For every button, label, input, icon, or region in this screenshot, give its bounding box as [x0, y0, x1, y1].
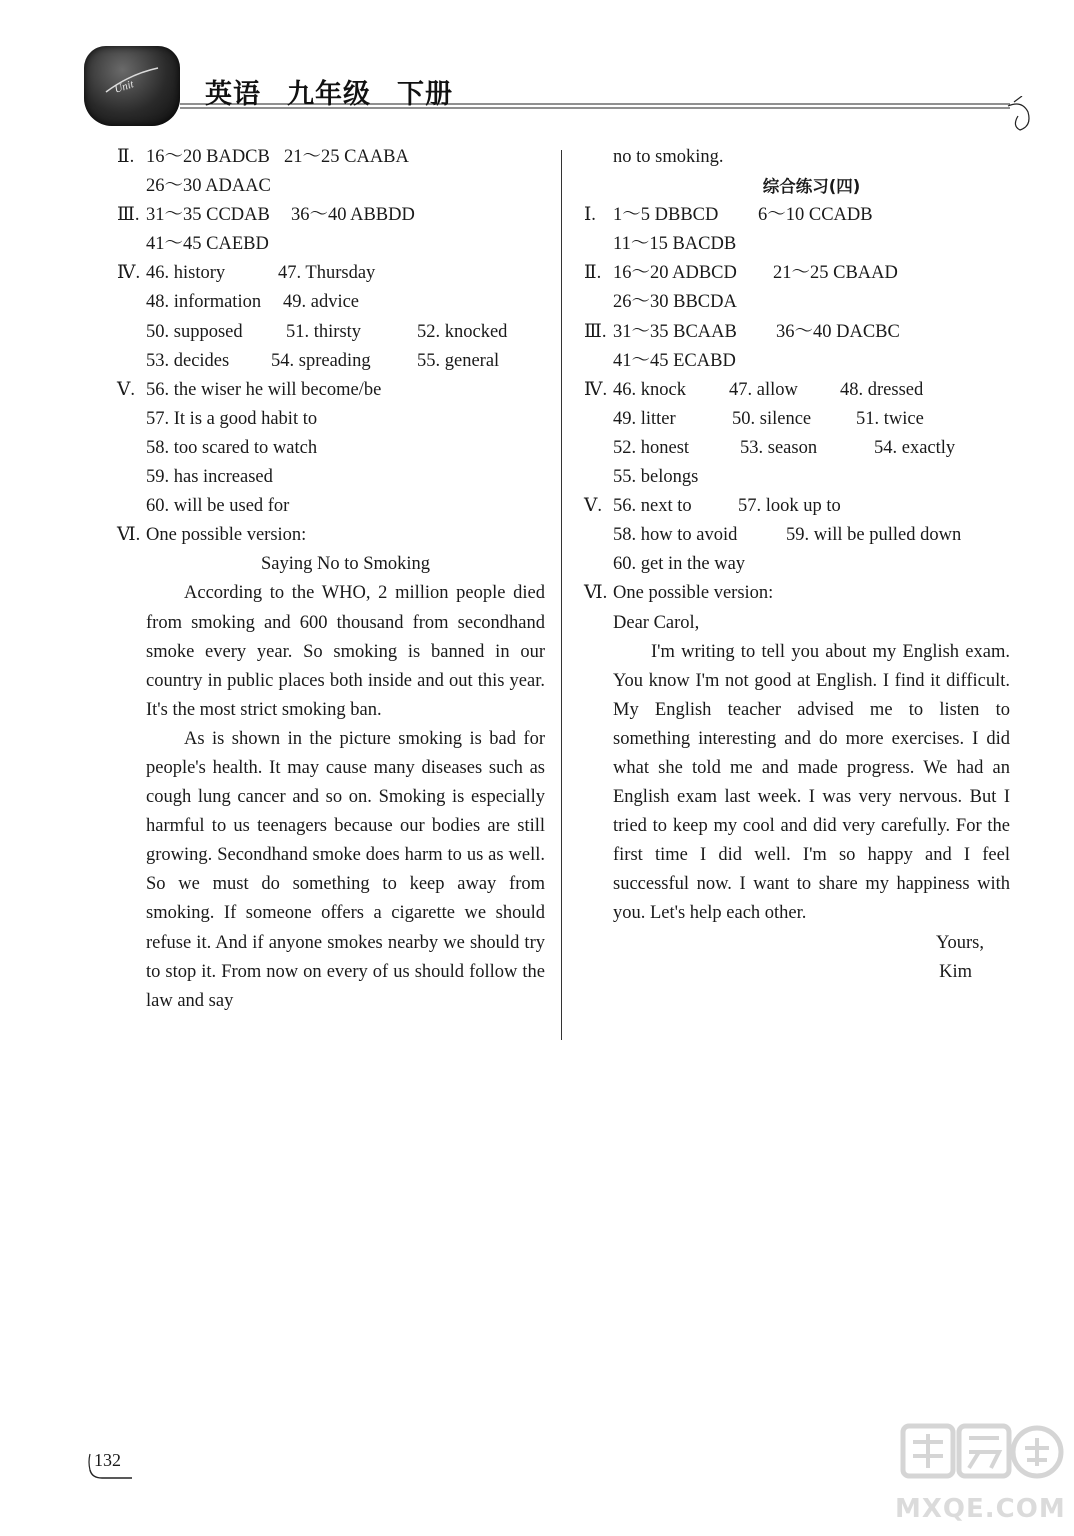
- letter-signature: Kim: [939, 961, 972, 982]
- page-number: [88, 1448, 136, 1478]
- column-divider: [561, 150, 562, 1040]
- page-header: [0, 0, 1074, 140]
- answer-line: 55. belongs: [613, 467, 699, 488]
- answer-line: Ⅳ. 46. knock 47. allow 48. dressed: [584, 379, 924, 400]
- answer-line: Ⅵ. One possible version:: [117, 525, 307, 546]
- answer-line: Ⅴ. 56. the wiser he will become/be: [117, 379, 382, 400]
- logo-text: Unit: [112, 78, 136, 96]
- answer-line: 11～15 BACDB: [613, 234, 737, 255]
- answer-line: 41～45 ECABD: [613, 350, 736, 371]
- answer-line: 49. litter 50. silence 51. twice: [613, 408, 924, 429]
- unit-logo: [84, 46, 180, 126]
- answer-line: 53. decides 54. spreading 55. general: [146, 350, 500, 371]
- essay-body: [117, 579, 545, 1015]
- essay-paragraph-2: As is shown in the picture smoking is bad for people's health. It may cause many diseases such as cough lung cancer and so on. Smoking is especially harmful to us teenagers because our bodies are still growing. Secondhand smoke does harm to us as well. So we must do something to keep away from smoking. If someone offers a cigarette we should refuse it. And if anyone smokes nearby we should try to stop it. From now on every of us should follow the law and say: [146, 728, 545, 1011]
- answer-line: 41～45 CAEBD: [146, 234, 269, 255]
- essay-title: Saying No to Smoking: [260, 554, 431, 575]
- letter-body: [584, 638, 1010, 929]
- answer-line: 57. It is a good habit to: [146, 408, 318, 429]
- answer-line: Ⅲ. 31～35 CCDAB 36～40 ABBDD: [117, 205, 415, 226]
- page-title: [205, 72, 479, 111]
- answer-line: Ⅱ. 16～20 BADCB 21～25 CAABA: [117, 147, 409, 167]
- grade-label: 九年级: [287, 79, 371, 110]
- answer-line: Ⅴ. 56. next to 57. look up to: [584, 496, 841, 517]
- letter-closing: Yours,: [936, 932, 984, 953]
- letter-greeting: Dear Carol,: [613, 612, 700, 633]
- left-column: [117, 143, 545, 1016]
- answer-line: 48. information 49. advice: [146, 292, 360, 313]
- answer-line: 58. too scared to watch: [146, 437, 318, 458]
- answer-line: Ⅲ. 31～35 BCAAB 36～40 DACBC: [584, 321, 900, 342]
- right-column: [584, 143, 1010, 987]
- section-title: 综合练习(四): [762, 177, 861, 197]
- watermark: [895, 1412, 1065, 1527]
- answer-line: Ⅱ. 16～20 ADBCD 21～25 CBAAD: [584, 263, 898, 284]
- volume-label: 下册: [397, 79, 453, 110]
- answer-line: Ⅰ. 1～5 DBBCD 6～10 CCADB: [584, 205, 873, 226]
- answer-line: 26～30 ADAAC: [146, 176, 271, 197]
- watermark-text: MXQE.COM: [895, 1494, 1066, 1524]
- letter-paragraph: I'm writing to tell you about my English exam. You know I'm not good at English. I find it difficult. My English teacher advised me to listen to something interesting and do more exercises. I did what she told me and made progress. We had an English exam last week. I was very nervous. But I tried to keep my cool and did very carefully. For the first time I did well. I'm so happy and I feel successful now. I want to share my happiness with you. Let's help each other.: [613, 641, 1010, 924]
- answer-line: 26～30 BBCDA: [613, 292, 737, 313]
- answer-line: 60. will be used for: [146, 496, 290, 517]
- subject-label: 英语: [205, 79, 261, 110]
- answer-line: 50. supposed 51. thirsty 52. knocked: [146, 321, 508, 342]
- answer-line: Ⅳ. 46. history 47. Thursday: [117, 263, 376, 284]
- page-number-text: 132: [94, 1450, 121, 1470]
- answer-line: 59. has increased: [146, 467, 273, 488]
- answer-line: 52. honest 53. season 54. exactly: [613, 437, 956, 458]
- watermark-logo-icon: [895, 1412, 1065, 1497]
- essay-continuation: no to smoking.: [613, 147, 724, 167]
- answer-line: Ⅵ. One possible version:: [584, 583, 774, 604]
- answer-line: 60. get in the way: [613, 554, 746, 575]
- essay-paragraph-1: According to the WHO, 2 million people died from smoking and 600 thousand from secondhand smoke every year. So smoking is banned in our country in public places both inside and out this year. It's the most strict smoking ban.: [146, 583, 545, 720]
- answer-line: 58. how to avoid 59. will be pulled down: [613, 525, 962, 546]
